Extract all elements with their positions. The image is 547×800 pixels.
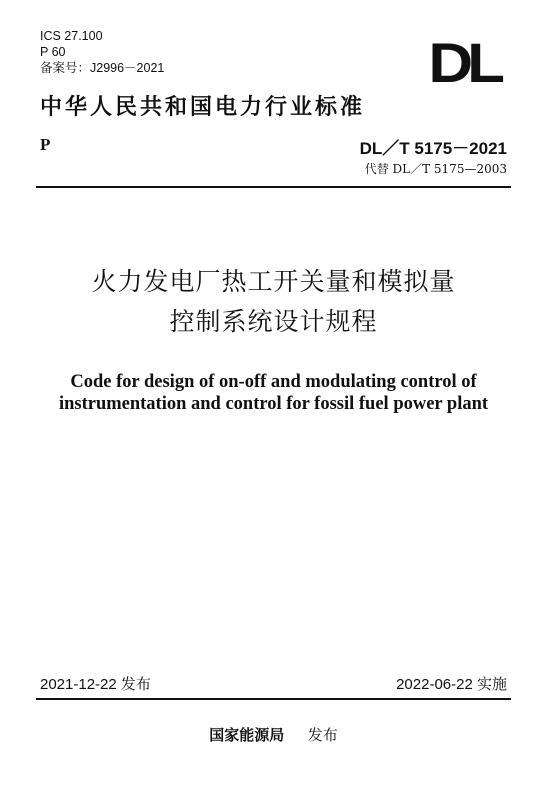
- title-cn-line-2: 控制系统设计规程: [169, 307, 378, 336]
- title-en-line-2: instrumentation and control for fossil fuel power plant: [58, 394, 489, 414]
- ccs-code: P 60: [40, 45, 66, 59]
- filing-number: 备案号：J2996－2021: [40, 61, 165, 75]
- ics-code: ICS 27.100: [40, 29, 103, 43]
- publisher-org: 国家能源局: [209, 726, 285, 744]
- issue-date: 2021-12-22 发布: [40, 676, 151, 693]
- standard-code: DL／T 5175－2021: [359, 139, 507, 158]
- publisher-line: [0, 724, 547, 745]
- publisher-action: 发布: [307, 726, 338, 744]
- replaces-note: 代替 DL／T 5175—2003: [364, 162, 507, 176]
- footer-divider: [36, 698, 511, 700]
- dl-logo: DL: [428, 32, 499, 95]
- effective-date: 2022-06-22 实施: [396, 676, 507, 693]
- header-divider: [36, 186, 511, 188]
- title-cn-line-1: 火力发电厂热工开关量和模拟量: [91, 267, 456, 296]
- standard-type-title: 中华人民共和国电力行业标准: [40, 94, 366, 120]
- title-en-line-1: Code for design of on-off and modulating control of: [70, 372, 477, 392]
- classification-letter: P: [40, 135, 51, 154]
